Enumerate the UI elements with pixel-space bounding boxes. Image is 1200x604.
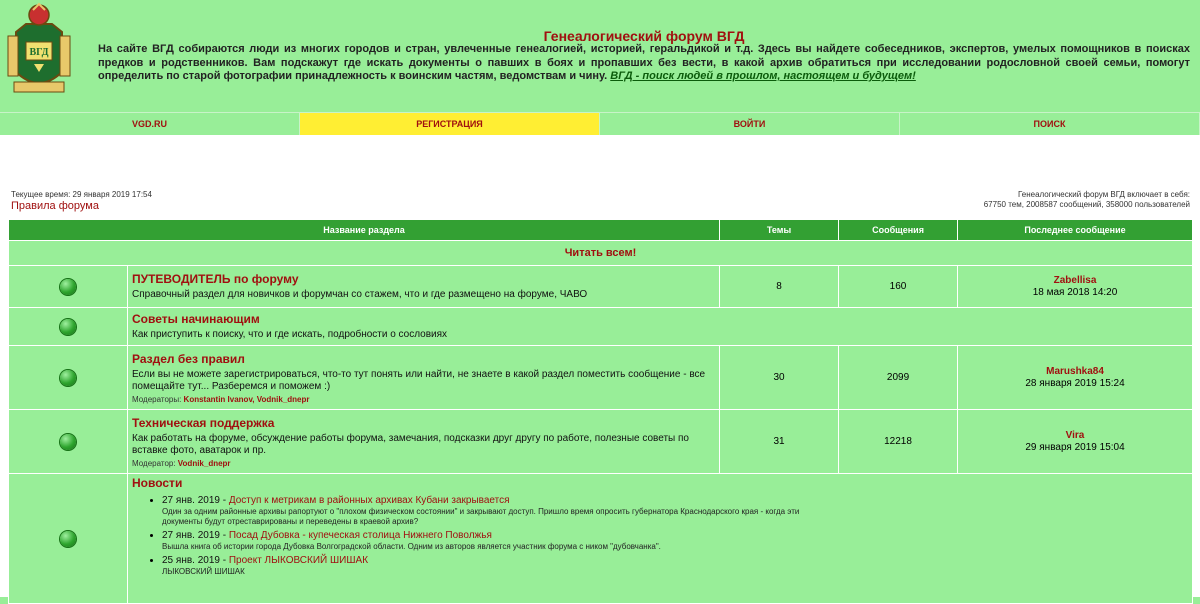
news-date: 27 янв. 2019 - (162, 530, 227, 541)
forum-rules-link[interactable]: Правила форума (11, 200, 99, 212)
posts-count: 160 (839, 266, 958, 308)
forum-title-news[interactable]: Новости (132, 476, 183, 490)
nav-search[interactable]: ПОИСК (900, 113, 1200, 135)
forum-row (9, 410, 1193, 474)
site-header (0, 0, 1200, 111)
forum-status-icon (60, 279, 76, 295)
moderator-links[interactable]: Vodnik_dnepr (177, 458, 231, 468)
posts-count: 12218 (839, 410, 958, 474)
stats-line-2: 67750 тем, 2008587 сообщений, 358000 пользователей (983, 200, 1190, 209)
news-link[interactable]: Посад Дубовка - купеческая столица Нижнего Поволжья (228, 530, 492, 541)
news-item (162, 530, 1188, 552)
forum-desc: Как работать на форуме, обсуждение работы форума, замечания, подсказки друг другу по работе, полезные советы по вставке фото, аватарок и пр. (132, 432, 689, 456)
forum-status-icon (60, 319, 76, 335)
current-time: Текущее время: 29 января 2019 17:54 (11, 190, 152, 199)
forum-status-icon (60, 434, 76, 450)
topics-count: 30 (720, 346, 839, 410)
last-post-user[interactable]: Zabellisa (1053, 274, 1097, 286)
news-summary: ЛЫКОВСКИЙ ШИШАК (162, 567, 245, 576)
forum-title-support[interactable]: Техническая поддержка (132, 415, 275, 430)
col-header-topics: Темы (720, 220, 839, 241)
slogan-link[interactable]: ВГД - поиск людей в прошлом, настоящем и будущем! (610, 70, 916, 82)
forum-status-icon (60, 370, 76, 386)
news-summary: Один за одним районные архивы рапортуют о "плохом физическом состоянии" и закрывают доступ. Пришло время опросить губернатора Краснодарского края - когда эти документы будут отреставрированы и переведены в краевой архив? (162, 507, 800, 526)
forum-status-icon (60, 531, 76, 547)
main-nav (0, 112, 1200, 136)
nav-register[interactable]: РЕГИСТРАЦИЯ (300, 113, 600, 135)
forum-table (8, 219, 1193, 604)
news-date: 27 янв. 2019 - (162, 495, 227, 506)
topics-count: 8 (720, 266, 839, 308)
col-header-section: Название раздела (9, 220, 720, 241)
moderators-label: Модераторы: (132, 394, 182, 404)
forum-desc: Как приступить к поиску, что и где искать, подробности о сословиях (132, 329, 448, 340)
forum-title-guide[interactable]: ПУТЕВОДИТЕЛЬ по форуму (132, 272, 299, 286)
col-header-posts: Сообщения (839, 220, 958, 241)
category-read-all[interactable]: Читать всем! (9, 241, 1193, 266)
posts-count: 2099 (839, 346, 958, 410)
topics-count: 31 (720, 410, 839, 474)
forum-title: Генеалогический форум ВГД (543, 28, 745, 44)
news-summary: Вышла книга об истории города Дубовка Волгоградской области. Одним из авторов является участник форума с ником "дубовчанка". (162, 542, 661, 551)
news-link[interactable]: Доступ к метрикам в районных архивах Кубани закрывается (228, 495, 510, 506)
last-post-user[interactable]: Vira (1065, 429, 1085, 441)
forum-row (9, 474, 1193, 604)
last-post-date: 28 января 2019 15:24 (1025, 377, 1125, 389)
forum-desc: Если вы не можете зарегистрироваться, что-то тут понять или найти, не знаете в какой раздел поместить сообщение - все помещайте тут... Разберемся и поможем :) (132, 368, 706, 392)
nav-login[interactable]: ВОЙТИ (600, 113, 900, 135)
description-text: На сайте ВГД собираются люди из многих городов и стран, увлеченные генеалогией, историей, геральдикой и т.д. Здесь вы найдете собеседников, экспертов, умелых помощников в поисках предков и родственников. Вам подскажут где искать документы о павших в боях и пропавших без вести, в какой архив обратиться при исследовании родословной своей семьи, помогут определить по старой фотографии принадлежность к воинским частям, ведомствам и чину. (98, 43, 1190, 82)
coat-of-arms-logo[interactable] (6, 2, 72, 100)
last-post-date: 18 мая 2018 14:20 (1032, 286, 1118, 298)
news-date: 25 янв. 2019 - (162, 555, 227, 566)
forum-row (9, 346, 1193, 410)
stats-line-1: Генеалогический форум ВГД включает в себя: (1017, 190, 1190, 199)
last-post-date: 29 января 2019 15:04 (1025, 441, 1125, 453)
svg-text:ВГД: ВГД (29, 47, 49, 58)
forum-desc: Справочный раздел для новичков и форумчан со стажем, что и где размещено на форуме, ЧАВО (132, 289, 588, 300)
moderators (132, 459, 715, 468)
news-list (132, 495, 1188, 577)
moderator-links[interactable]: Konstantin Ivanov, Vodnik_dnepr (183, 394, 310, 404)
forum-row (9, 308, 1193, 346)
nav-vgd[interactable]: VGD.RU (0, 113, 300, 135)
forum-stats (984, 190, 1190, 210)
forum-title-no-rules[interactable]: Раздел без правил (132, 351, 245, 366)
forum-title-beginners[interactable]: Советы начинающим (132, 312, 260, 326)
forum-description (98, 43, 1190, 84)
forum-row (9, 266, 1193, 308)
last-post-user[interactable]: Marushka84 (1046, 365, 1104, 377)
moderators-label: Модератор: (132, 458, 176, 468)
moderators (132, 395, 715, 404)
col-header-last-post: Последнее сообщение (958, 220, 1193, 241)
news-item (162, 555, 1188, 577)
news-item (162, 495, 1188, 527)
news-link[interactable]: Проект ЛЫКОВСКИЙ ШИШАК (228, 555, 369, 566)
